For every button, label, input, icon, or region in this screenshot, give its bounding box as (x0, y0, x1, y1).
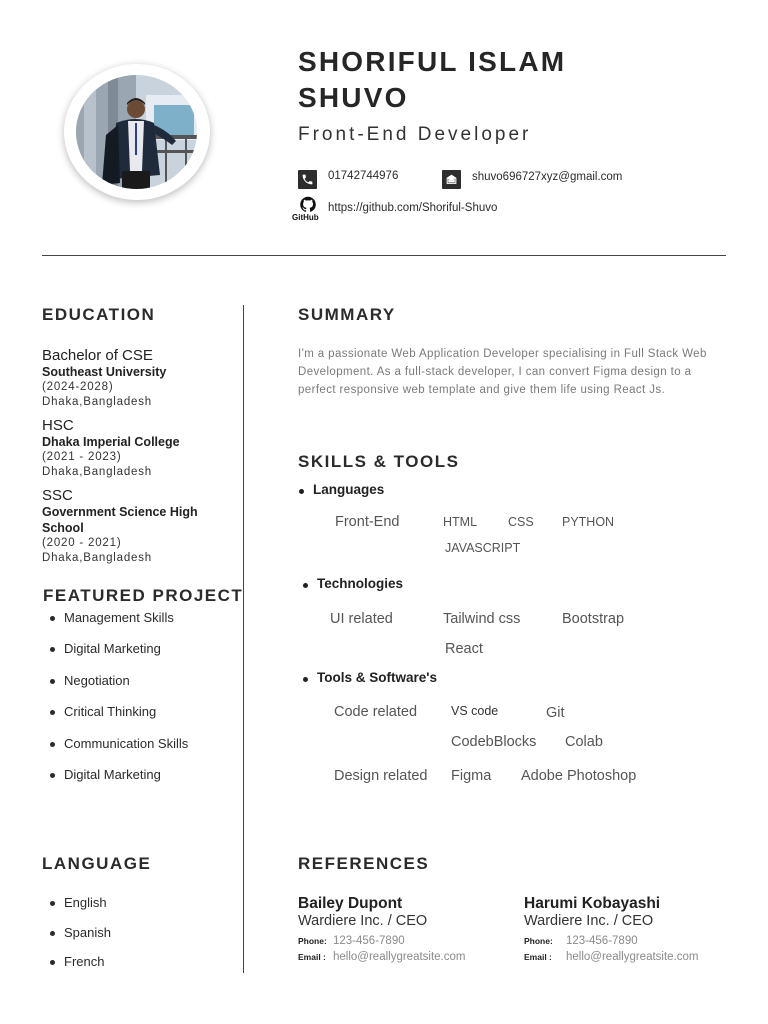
language-heading: LANGUAGE (42, 854, 152, 873)
phone-number[interactable]: 01742744976 (328, 170, 399, 182)
years: (2024-2028) (42, 381, 114, 393)
reference-phone[interactable]: 123-456-7890 (566, 935, 638, 947)
institution: Dhaka Imperial College (42, 435, 180, 449)
skills-heading: SKILLS & TOOLS (298, 452, 460, 471)
institution: School (42, 521, 84, 535)
list-item: English (42, 895, 237, 925)
featured-project-list (42, 610, 237, 798)
institution: Government Science High (42, 505, 198, 519)
profile-photo (76, 75, 197, 189)
years: (2021 - 2023) (42, 451, 122, 463)
list-item: Digital Marketing (42, 641, 237, 672)
education-entry (42, 487, 237, 566)
degree: HSC (42, 417, 74, 434)
reference-name: Bailey Dupont (298, 895, 403, 912)
email-label: Email : (298, 952, 326, 962)
list-item: French (42, 954, 237, 984)
skill-tag: PYTHON (562, 515, 615, 529)
skill-tag: Bootstrap (562, 611, 625, 627)
degree: SSC (42, 487, 73, 504)
summary-heading: SUMMARY (298, 305, 396, 324)
location: Dhaka,Bangladesh (42, 396, 152, 408)
reference-email[interactable]: hello@reallygreatsite.com (333, 951, 466, 963)
education-entry (42, 347, 237, 410)
languages-label: Languages (313, 482, 385, 497)
candidate-name: SHORIFUL ISLAM SHUVO (298, 46, 567, 113)
list-item: Digital Marketing (42, 767, 237, 798)
skill-tag: Colab (565, 734, 603, 750)
reference-card (524, 895, 734, 965)
reference-phone[interactable]: 123-456-7890 (333, 935, 405, 947)
list-item: Management Skills (42, 610, 237, 641)
institution: Southeast University (42, 365, 167, 379)
email-address[interactable]: shuvo696727xyz@gmail.com (472, 171, 623, 183)
header-divider (42, 255, 726, 256)
list-item: Spanish (42, 925, 237, 955)
job-title: Front-End Developer (298, 124, 532, 145)
skill-tag: CodebBlocks (451, 734, 537, 750)
list-item: Negotiation (42, 673, 237, 704)
skill-tag: HTML (443, 515, 478, 529)
tools-label: Tools & Software's (317, 670, 437, 685)
skill-group: Design related (334, 768, 428, 784)
skill-tag: Adobe Photoshop (521, 768, 637, 784)
language-list (42, 895, 237, 984)
skill-group: UI related (330, 611, 393, 627)
bullet (303, 583, 308, 588)
summary-text: I'm a passionate Web Application Developer specialising in Full Stack Web Development. As a full-stack developer, I can convert Figma design to a perfect responsive web template and give them life using React Js. (298, 348, 707, 396)
featured-project-heading: FEATURED PROJECT (43, 586, 244, 605)
skill-tag: JAVASCRIPT (445, 541, 521, 555)
github-link[interactable]: https://github.com/Shoriful-Shuvo (328, 202, 498, 214)
skill-group: Front-End (335, 514, 400, 530)
github-logo-text: GitHub (292, 213, 319, 222)
phone-label: Phone: (524, 936, 553, 946)
reference-card (298, 895, 508, 965)
list-item: Communication Skills (42, 736, 237, 767)
location: Dhaka,Bangladesh (42, 552, 152, 564)
skill-tag: VS code (451, 704, 499, 718)
reference-email[interactable]: hello@reallygreatsite.com (566, 951, 699, 963)
bullet (303, 677, 308, 682)
column-divider (243, 305, 244, 973)
reference-name: Harumi Kobayashi (524, 895, 661, 912)
bullet (299, 489, 304, 494)
skill-tag: Git (546, 705, 565, 721)
github-icon (292, 196, 324, 224)
skill-tag: Tailwind css (443, 611, 521, 627)
reference-title: Wardiere Inc. / CEO (298, 913, 428, 929)
skill-tag: React (445, 641, 483, 657)
skill-tag: CSS (508, 515, 534, 529)
location: Dhaka,Bangladesh (42, 466, 152, 478)
phone-icon (298, 170, 317, 189)
skill-tag: Figma (451, 768, 492, 784)
years: (2020 - 2021) (42, 537, 122, 549)
list-item: Critical Thinking (42, 704, 237, 735)
reference-title: Wardiere Inc. / CEO (524, 913, 654, 929)
education-heading: EDUCATION (42, 305, 156, 324)
technologies-label: Technologies (317, 576, 404, 591)
degree: Bachelor of CSE (42, 347, 153, 364)
email-label: Email : (524, 952, 552, 962)
skill-group: Code related (334, 704, 418, 720)
phone-label: Phone: (298, 936, 327, 946)
references-heading: REFERENCES (298, 854, 430, 873)
education-entry (42, 417, 237, 480)
mail-icon (442, 170, 461, 189)
